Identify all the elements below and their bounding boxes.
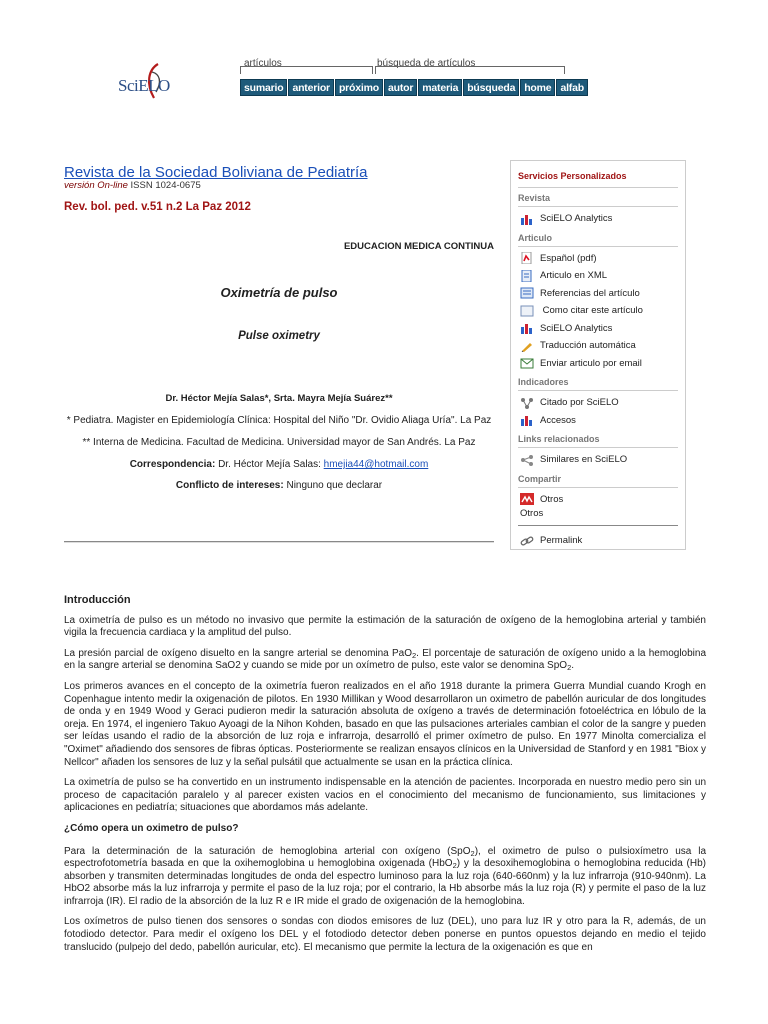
nav-sumario-button[interactable]: sumario <box>240 79 287 96</box>
sidebar-item-cited-by[interactable]: Citado por SciELO <box>518 394 678 412</box>
scielo-logo[interactable] <box>118 62 178 104</box>
nav-buttons <box>240 79 588 96</box>
pencil-icon <box>520 340 534 352</box>
nav-proximo-button[interactable]: próximo <box>335 79 383 96</box>
nav-home-button[interactable]: home <box>520 79 555 96</box>
paragraph-3: Los primeros avances en el concepto de la oximetría fueron realizados en el año 1918 durante la primera Guerra Mundial cuando Krogh en Copenhague intento medir la oxigenación de pilotos. En 1930 Millikan y Wood desarrollaron un oximetro de pabellón auricular de dos longitudes de onda y en 1949 Wood y Geraci pudieron medir la saturación absoluta de oxígeno a través de determinación fotoeléctrica en lóbulo de la oreja. En 1974, el ingeniero Takuo Ayoagi de la Nihon Kohden, basado en que las pulsaciones arteriales cambian el color de la sangre y pueden ser leídas usando el radio de la absorción de luz roja e infrarroja, desarrolló el primer oxímetro de pulso. En 1977 Minolta comercializa el "Oximet" añadiendo dos sensores de fibras ópticas. Posteriormente se realizan ensayos clínicos en la Universidad de Stanford y en 1981 "Biox y Nellcor" añaden los sensores de luz y la señal pulsátil que actualmente se usan en la práctica clínica. <box>64 680 706 768</box>
nav-anterior-button[interactable]: anterior <box>288 79 334 96</box>
how-it-works-heading: ¿Cómo opera un oximetro de pulso? <box>64 822 239 834</box>
nav-busqueda-button[interactable]: búsqueda <box>463 79 519 96</box>
journal-title-link[interactable]: Revista de la Sociedad Boliviana de Pediatría <box>64 164 368 181</box>
header-divider <box>64 541 494 543</box>
sidebar-section-compartir: Compartir <box>518 469 678 488</box>
correspondence-email-link[interactable]: hmejia44@hotmail.com <box>323 459 429 470</box>
paragraph-2: La presión parcial de oxígeno disuelto en la sangre arterial se denomina PaO$_2$. El porcentaje de saturación de oxígeno unido a la hemoglobina en la sangre arterial se denomina SaO2 y cuando se mide por un oxímetro de pulso, este valor se denomina SpO$_2$. <box>64 647 707 673</box>
services-sidebar <box>510 160 686 550</box>
nav-group-articles-bracket <box>240 66 373 74</box>
nav-materia-button[interactable]: materia <box>418 79 462 96</box>
xml-document-icon <box>520 270 534 282</box>
sidebar-item-translate[interactable]: Traducción automática <box>518 337 678 355</box>
paragraph-5: Para la determinación de la saturación de hemoglobina arterial con oxígeno (SpO$_2$), el oximetro de pulso o pulsioxímetro usa la espectrofotometría basada en que la oxihemoglobina u hemoglobina oxigenada (HbO$_2$) y la desoxihemoglobina o hemoglobina reducida (Hb) absorben y transmiten determinadas longitudes de onda del espectro luminoso para la luz roja (640-660nm) y la luz infrarroja (910-940nm). La HbO2 absorbe más la luz infrarroja y permite el paso de la luz roja; por el contrario, la Hb absorbe más la luz roja (R) y permite el paso de la luz infrarroja (IR). El radio de la absorción de la luz R e IR mide el grado de oxigenación de la hemoglobina. <box>64 845 706 907</box>
sidebar-item-similares[interactable]: Similares en SciELO <box>518 451 678 469</box>
article-body <box>64 594 706 962</box>
nav-alfab-button[interactable]: alfab <box>556 79 588 96</box>
sidebar-item-cite[interactable]: Como citar este artículo <box>518 302 678 320</box>
bar-chart-icon <box>520 213 534 225</box>
sidebar-section-revista: Revista <box>518 188 678 207</box>
affiliation-2: ** Interna de Medicina. Facultad de Medicina. Universidad mayor de San Andrés. La Paz <box>82 437 476 448</box>
bar-chart-icon <box>520 322 534 334</box>
sidebar-otros-text[interactable]: Otros <box>520 508 544 519</box>
sidebar-item-xml[interactable]: Articulo en XML <box>518 267 678 285</box>
nav-group-articles-label: artículos <box>244 58 282 69</box>
sidebar-item-references[interactable]: Referencias del artículo <box>518 285 678 303</box>
paragraph-6: Los oxímetros de pulso tienen dos sensores o sondas con diodos emisores de luz (DEL), uno para luz IR y otro para la R, además, de un fotodiodo detector. Para medir el oxígeno los DEL y el fotodiodo detector deben ponerse en puntos opuestos dejando en medio el tejido translucido (pulpejo del dedo, pabellón auricular, etc). El mecanismo que permite la lectura de la oxigenación es que en <box>64 916 706 953</box>
citation-network-icon <box>520 397 534 409</box>
nav-group-search-label: búsqueda de artículos <box>377 58 476 69</box>
sidebar-item-accesos[interactable]: Accesos <box>518 412 678 430</box>
references-icon <box>520 287 534 299</box>
sidebar-item-articulo-analytics[interactable]: SciELO Analytics <box>518 320 678 338</box>
issue-citation: Rev. bol. ped. v.51 n.2 La Paz 2012 <box>64 201 251 213</box>
paragraph-1: La oximetría de pulso es un método no invasivo que permite la estimación de la saturación de oxígeno de la hemoglobina arterial y también vigila la frecuencia cardiaca y la amplitud del pulso. <box>64 614 706 639</box>
sidebar-section-links: Links relacionados <box>518 429 678 448</box>
article-title-en: Pulse oximetry <box>238 330 320 342</box>
sidebar-section-articulo: Articulo <box>518 228 678 247</box>
section-label: EDUCACION MEDICA CONTINUA <box>343 241 494 252</box>
article-title-es: Oximetría de pulso <box>220 285 338 300</box>
affiliation-1: * Pediatra. Magister en Epidemiología Clínica: Hospital del Niño "Dr. Ovidio Aliaga Uría". La Paz <box>66 415 492 426</box>
pdf-icon <box>520 252 534 264</box>
sidebar-item-revista-analytics[interactable]: SciELO Analytics <box>518 210 678 228</box>
similar-docs-icon <box>520 454 534 466</box>
nav-group-search-bracket <box>375 66 565 74</box>
authors: Dr. Héctor Mejía Salas*, Srta. Mayra Mejía Suárez** <box>165 393 393 404</box>
email-icon <box>520 357 534 369</box>
cite-icon <box>520 305 534 317</box>
issn-line: versión On-line ISSN 1024-0675 <box>64 180 201 191</box>
conflict-of-interest: Conflicto de intereses: Ninguno que declarar <box>175 480 383 491</box>
intro-heading: Introducción <box>64 594 131 606</box>
sidebar-heading: Servicios Personalizados <box>518 171 678 188</box>
logo-text: SciELO <box>118 76 170 95</box>
link-icon <box>520 535 534 547</box>
sidebar-item-permalink[interactable]: Permalink <box>518 532 678 550</box>
bar-chart-icon <box>520 414 534 426</box>
sidebar-item-email[interactable]: Enviar articulo por email <box>518 355 678 373</box>
sidebar-section-indicadores: Indicadores <box>518 372 678 391</box>
sidebar-divider <box>518 525 678 526</box>
nav-autor-button[interactable]: autor <box>384 79 417 96</box>
sidebar-item-pdf[interactable]: Español (pdf) <box>518 250 678 268</box>
sidebar-item-otros-share[interactable]: Otros <box>518 491 678 509</box>
share-icon <box>520 493 534 505</box>
correspondence: Correspondencia: Dr. Héctor Mejía Salas: hmejia44@hotmail.com <box>129 459 429 470</box>
paragraph-4: La oximetría de pulso se ha convertido en un instrumento indispensable en la atención de pacientes. Incorporada en nuestro medio pero sin un proceso de capacitación paralelo y al parecer existen vacios en el conocimiento del mecanismo de funcionamiento, sus limitaciones y aplicaciones en pediatría; situaciones que abordamos más adelante. <box>64 777 706 814</box>
